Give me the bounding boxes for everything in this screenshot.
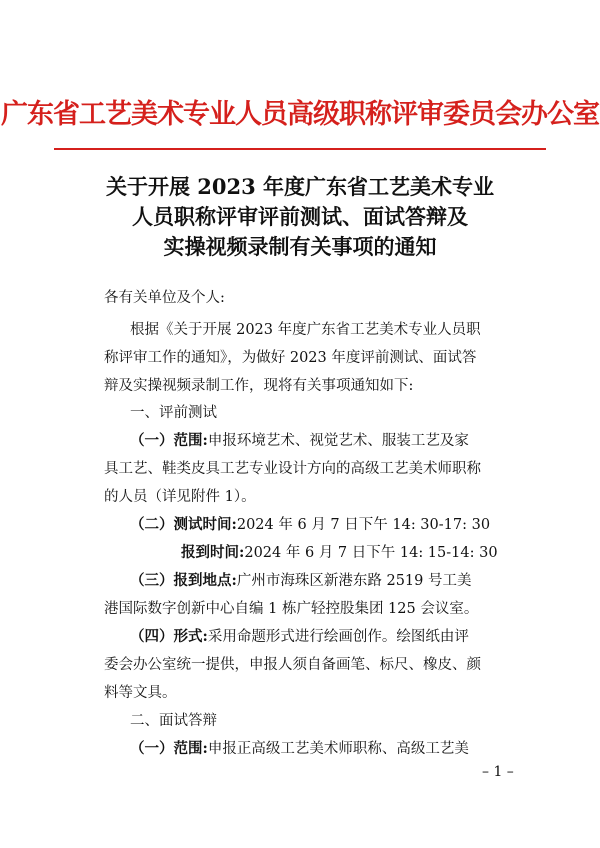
s1-item1-line2: 具工艺、鞋类皮具工艺专业设计方向的高级工艺美术师职称 (104, 461, 481, 477)
s1-item3-text: 广州市海珠区新港东路 2519 号工美 (236, 573, 472, 589)
salutation: 各有关单位及个人: (104, 290, 225, 306)
s1-item1-label: （一）范围: (130, 432, 208, 449)
s1-item4-line3: 料等文具。 (104, 685, 177, 701)
s1-item2b-label: 报到时间: (181, 544, 245, 561)
s1-item2b-line (181, 541, 591, 562)
s1-item4-label: （四）形式: (130, 628, 208, 645)
intro-line-3: 辩及实操视频录制工作，现将有关事项通知如下: (104, 378, 414, 394)
s1-item3-line1 (130, 569, 540, 590)
s1-item3-label: （三）报到地点: (130, 572, 237, 589)
s1-item2-label: （二）测试时间: (130, 516, 237, 533)
notice-title (0, 172, 600, 262)
intro-line-2: 称评审工作的通知》，为做好 2023 年度评前测试、面试答 (104, 350, 477, 366)
s1-item4-text: 采用命题形式进行绘画创作。绘图纸由评 (207, 629, 469, 645)
title-line-2: 人员职称评审评前测试、面试答辩及 (132, 204, 468, 229)
s1-item1-line3: 的人员（详见附件 1）。 (104, 489, 256, 505)
s1-item2-text: 2024 年 6 月 7 日下午 14: 30-17: 30 (236, 517, 491, 533)
header-red-rule (54, 148, 546, 150)
issuing-office-header: 广东省工艺美术专业人员高级职称评审委员会办公室 (1, 99, 599, 130)
title-line-3: 实操视频录制有关事项的通知 (163, 234, 437, 259)
s2-item1-text: 申报正高级工艺美术师职称、高级工艺美 (207, 741, 469, 757)
section-1-heading: 一、评前测试 (130, 405, 217, 421)
s1-item1-line1 (130, 429, 540, 450)
s2-item1-label: （一）范围: (130, 740, 208, 757)
section-2-heading: 二、面试答辩 (130, 713, 217, 729)
s1-item2-line (130, 513, 540, 534)
s1-item4-line2: 委会办公室统一提供，申报人须自备画笔、标尺、橡皮、颜 (104, 657, 481, 673)
page-number: – 1 – (482, 764, 514, 780)
s2-item1-line1 (130, 737, 540, 758)
title-line-1: 关于开展 2023 年度广东省工艺美术专业 (105, 174, 495, 199)
s1-item1-text: 申报环境艺术、视觉艺术、服装工艺及家 (207, 433, 469, 449)
intro-line-1: 根据《关于开展 2023 年度广东省工艺美术专业人员职 (130, 322, 481, 338)
s1-item3-line2: 港国际数字创新中心自编 1 栋广轻控股集团 125 会议室。 (104, 601, 479, 617)
s1-item2b-text: 2024 年 6 月 7 日下午 14: 15-14: 30 (244, 545, 498, 561)
s1-item4-line1 (130, 625, 540, 646)
